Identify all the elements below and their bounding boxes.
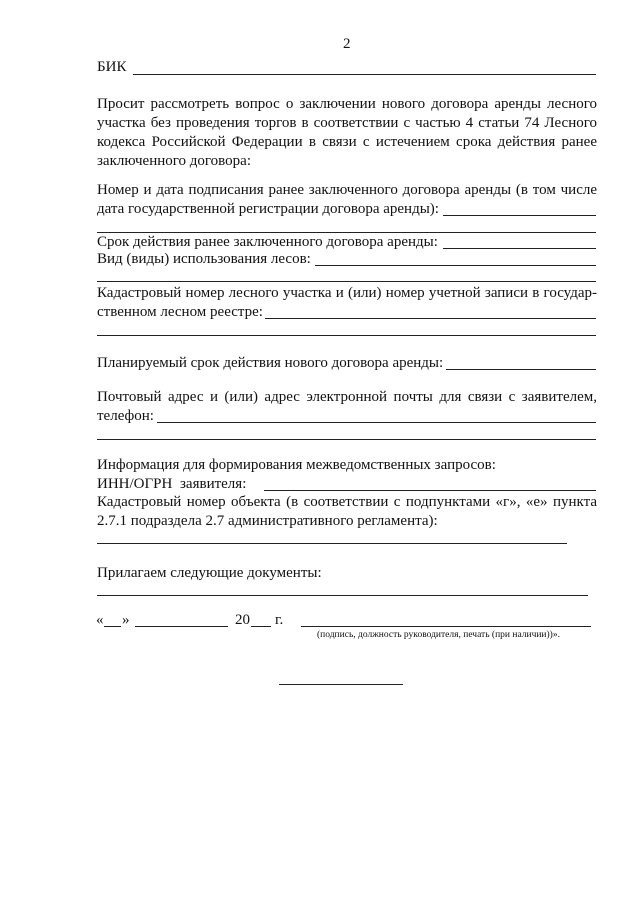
contact-line-2: телефон:	[97, 408, 154, 424]
attachments-field[interactable]	[97, 595, 588, 596]
contact-field-2[interactable]	[97, 439, 596, 440]
signature-caption: (подпись, должность руководителя, печать (при наличии))».	[317, 630, 560, 640]
bik-label: БИК	[97, 59, 127, 75]
previous-contract-field-2[interactable]	[97, 232, 596, 233]
term-label: Срок действия ранее заключенного договора аренды:	[97, 234, 438, 250]
forest-use-label: Вид (виды) использования лесов:	[97, 251, 311, 267]
cadastral-field-1[interactable]	[265, 318, 596, 319]
inn-ogrn-field[interactable]	[264, 490, 596, 491]
bottom-divider	[279, 684, 403, 685]
object-line-2: 2.7.1 подраздела 2.7 административного регламента):	[97, 513, 438, 529]
previous-contract-field-1[interactable]	[443, 215, 596, 216]
object-line-1: Кадастровый номер объекта (в соответствии с подпунктами «г», «е» пункта	[97, 494, 597, 510]
bik-field[interactable]	[133, 74, 596, 75]
date-close-quote: »	[122, 612, 130, 628]
contact-field-1[interactable]	[157, 422, 596, 423]
signature-field[interactable]	[301, 626, 591, 627]
cadastral-field-2[interactable]	[97, 335, 596, 336]
inn-ogrn-label: ИНН/ОГРН	[97, 476, 173, 492]
date-open-quote: «	[96, 612, 104, 628]
contact-line-1: Почтовый адрес и (или) адрес электронной почты для связи с заявителем,	[97, 389, 597, 405]
cadastral-line-1: Кадастровый номер лесного участка и (или) номер учетной записи в государ-	[97, 285, 597, 301]
date-year-suffix: г.	[275, 612, 284, 628]
date-month-field[interactable]	[135, 626, 228, 627]
term-field[interactable]	[443, 248, 596, 249]
cadastral-line-2: ственном лесном реестре:	[97, 304, 263, 320]
applicant-label: заявителя:	[180, 476, 247, 492]
date-day-field[interactable]	[104, 626, 121, 627]
interagency-heading: Информация для формирования межведомственных запросов:	[97, 457, 496, 473]
previous-contract-line-2: дата государственной регистрации договора аренды):	[97, 201, 439, 217]
planned-term-field[interactable]	[446, 369, 596, 370]
planned-term-label: Планируемый срок действия нового договора аренды:	[97, 355, 444, 371]
request-line-2: участка без проведения торгов в соответствии с частью 4 статьи 74 Лесного	[97, 115, 597, 131]
request-line-3: кодекса Российской Федерации в связи с истечением срока действия ранее	[97, 134, 597, 150]
object-field[interactable]	[97, 543, 567, 544]
forest-use-field[interactable]	[315, 265, 596, 266]
date-year-field[interactable]	[251, 626, 271, 627]
page-number: 2	[343, 36, 351, 52]
previous-contract-line-1: Номер и дата подписания ранее заключенного договора аренды (в том числе	[97, 182, 597, 198]
request-line-4: заключенного договора:	[97, 153, 251, 169]
request-line-1: Просит рассмотреть вопрос о заключении нового договора аренды лесного	[97, 96, 597, 112]
date-year-prefix: 20	[235, 612, 250, 628]
attachments-label: Прилагаем следующие документы:	[97, 565, 322, 581]
forest-use-field-2[interactable]	[97, 281, 596, 282]
